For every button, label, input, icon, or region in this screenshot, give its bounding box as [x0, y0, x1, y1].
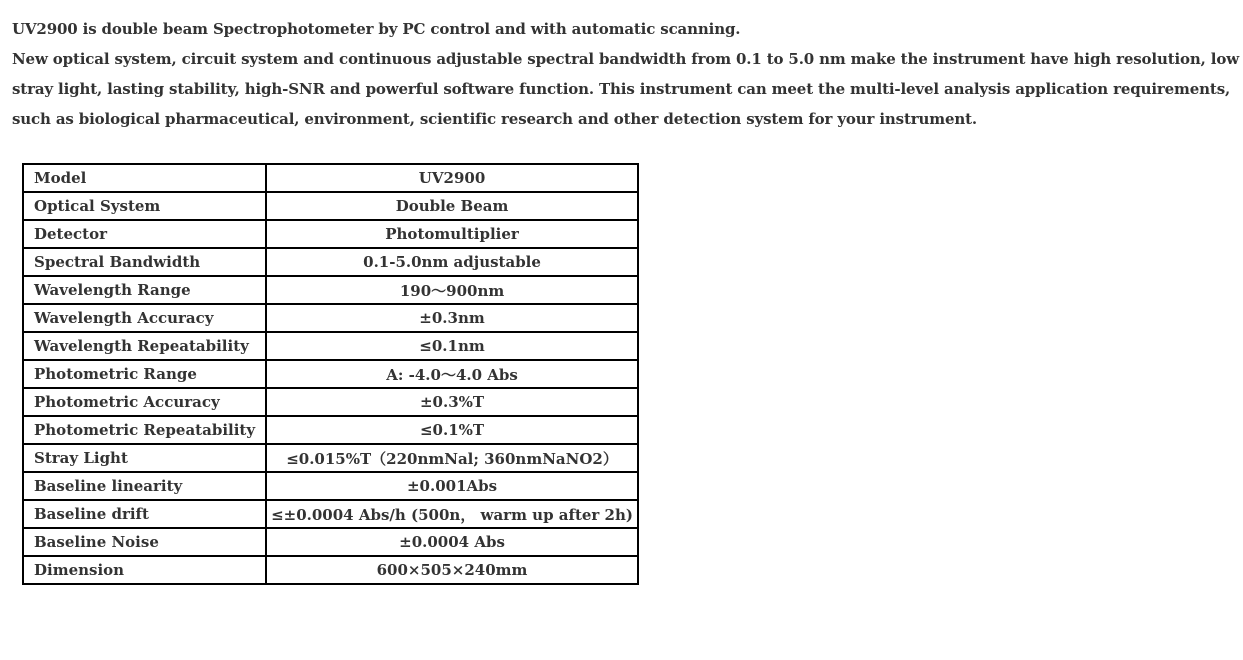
- spec-label: Photometric Repeatability: [23, 416, 266, 444]
- spec-value: ≤0.015%T（220nmNal; 360nmNaNO2）: [266, 444, 638, 472]
- spec-label: Detector: [23, 220, 266, 248]
- spec-value: ±0.001Abs: [266, 472, 638, 500]
- spec-label: Baseline Noise: [23, 528, 266, 556]
- table-row: [23, 360, 638, 388]
- table-row: [23, 248, 638, 276]
- spec-value: 600×505×240mm: [266, 556, 638, 584]
- table-row: [23, 304, 638, 332]
- spec-value: ±0.3%T: [266, 388, 638, 416]
- spec-label: Baseline drift: [23, 500, 266, 528]
- spec-label: Photometric Range: [23, 360, 266, 388]
- specifications-table: [22, 163, 639, 585]
- table-row: [23, 472, 638, 500]
- spec-value: 190～900nm: [266, 276, 638, 304]
- spec-value: UV2900: [266, 164, 638, 192]
- table-row: [23, 220, 638, 248]
- spec-value: ±0.0004 Abs: [266, 528, 638, 556]
- spec-value: Photomultiplier: [266, 220, 638, 248]
- spec-label: Baseline linearity: [23, 472, 266, 500]
- spec-label: Optical System: [23, 192, 266, 220]
- spec-value: A: -4.0～4.0 Abs: [266, 360, 638, 388]
- table-row: [23, 556, 638, 584]
- description-line-2: New optical system, circuit system and continuous adjustable spectral bandwidth from 0.1 to 5.0 nm make the instrument have high resolution, low stray light, lasting stability, high-SNR and powerful software function. This instrument can meet the multi-level analysis application requirements, such as biological pharmaceutical, environment, scientific research and other detection system for your instrument.: [12, 50, 1239, 128]
- spec-value: ≤±0.0004 Abs/h (500n， warm up after 2h): [266, 500, 638, 528]
- spec-value: ≤0.1nm: [266, 332, 638, 360]
- table-row: [23, 332, 638, 360]
- spec-label: Dimension: [23, 556, 266, 584]
- spec-label: Wavelength Repeatability: [23, 332, 266, 360]
- spec-label: Model: [23, 164, 266, 192]
- table-row: [23, 164, 638, 192]
- description-line-1: UV2900 is double beam Spectrophotometer by PC control and with automatic scanning.: [12, 20, 741, 38]
- spec-label: Spectral Bandwidth: [23, 248, 266, 276]
- table-row: [23, 528, 638, 556]
- table-row: [23, 416, 638, 444]
- spec-label: Stray Light: [23, 444, 266, 472]
- spec-value: Double Beam: [266, 192, 638, 220]
- spec-value: ≤0.1%T: [266, 416, 638, 444]
- table-row: [23, 500, 638, 528]
- product-description: [12, 14, 1240, 134]
- spec-value: 0.1-5.0nm adjustable: [266, 248, 638, 276]
- table-row: [23, 444, 638, 472]
- spec-label: Photometric Accuracy: [23, 388, 266, 416]
- spec-label: Wavelength Accuracy: [23, 304, 266, 332]
- table-row: [23, 192, 638, 220]
- spec-value: ±0.3nm: [266, 304, 638, 332]
- spec-label: Wavelength Range: [23, 276, 266, 304]
- table-row: [23, 276, 638, 304]
- table-row: [23, 388, 638, 416]
